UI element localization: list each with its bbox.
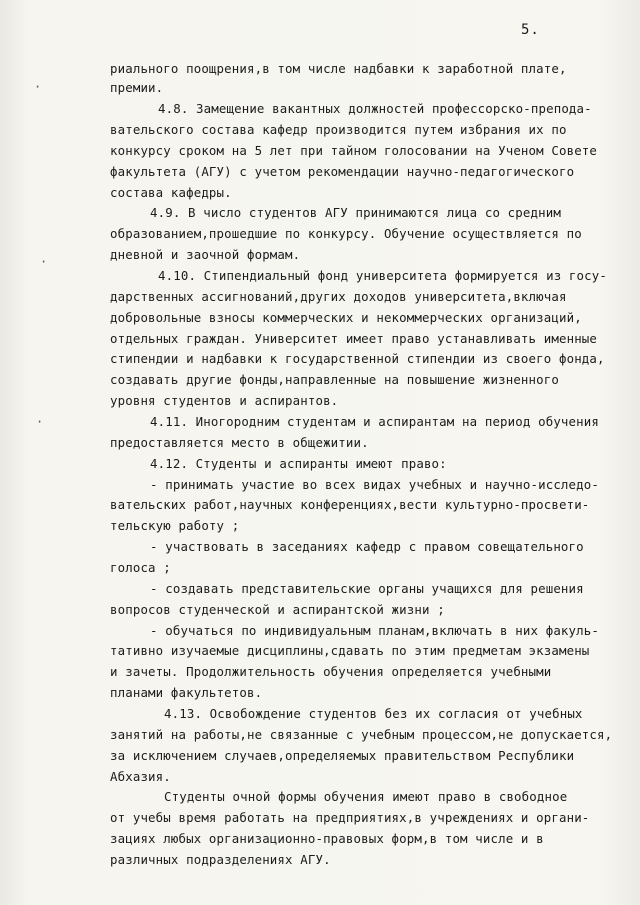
text-line: Студенты очной формы обучения имеют право в свободное: [164, 789, 568, 804]
text-line: занятий на работы,не связанные с учебным процессом,не допускается,: [110, 727, 613, 742]
text-line: 4.12. Студенты и аспиранты имеют право:: [150, 456, 447, 471]
text-line: риального поощрения,в том числе надбавки к заработной плате,: [110, 61, 567, 76]
text-line: Абхазия.: [110, 769, 171, 784]
text-line: - создавать представительские органы учащихся для решения: [150, 581, 584, 596]
text-line: голоса ;: [110, 560, 171, 575]
text-line: состава кафедры.: [110, 185, 232, 200]
text-line: от учебы время работать на предприятиях,в учреждениях и органи-: [110, 810, 590, 825]
text-line: зациях любых организационно-правовых форм,в том числе и в: [110, 831, 544, 846]
text-line: создавать другие фонды,направленные на повышение жизненного: [110, 372, 559, 387]
text-line: - участвовать в заседаниях кафедр с правом совещательного: [150, 539, 584, 554]
text-line: - обучаться по индивидуальным планам,включать в них факуль-: [150, 623, 599, 638]
text-line: отдельных граждан. Университет имеет право устанавливать именные: [110, 331, 598, 346]
text-line: вательского состава кафедр производится путем избрания их по: [110, 122, 567, 137]
text-line: - принимать участие во всех видах учебных и научно-исследо-: [150, 477, 599, 492]
scan-speck: ·: [40, 255, 48, 269]
text-line: 4.10. Стипендиальный фонд университета формируется из госу-: [158, 268, 607, 283]
text-line: и зачеты. Продолжительность обучения определяется учебными: [110, 664, 552, 679]
text-line: дарственных ассигнований,других доходов университета,включая: [110, 289, 567, 304]
page-number: 5.: [521, 22, 540, 38]
scan-speck: ·: [36, 415, 44, 429]
text-line: уровня студентов и аспирантов.: [110, 393, 339, 408]
text-line: предоставляется место в общежитии.: [110, 435, 369, 450]
text-line: 4.8. Замещение вакантных должностей профессорско-препода-: [158, 101, 592, 116]
text-line: тельскую работу ;: [110, 518, 240, 533]
text-line: тативно изучаемые дисциплины,сдавать по этим предметам экзамены: [110, 643, 590, 658]
text-line: планами факультетов.: [110, 685, 263, 700]
text-line: добровольные взносы коммерческих и некоммерческих организаций,: [110, 310, 582, 325]
text-line: дневной и заочной формам.: [110, 247, 301, 262]
text-line: стипендии и надбавки к государственной стипендии из своего фонда,: [110, 351, 605, 366]
text-line: 4.9. В число студентов АГУ принимаются лица со средним: [150, 205, 561, 220]
text-line: вопросов студенческой и аспирантской жизни ;: [110, 602, 445, 617]
text-line: образованием,прошедшие по конкурсу. Обучение осуществляется по: [110, 226, 582, 241]
text-line: 4.13. Освобождение студентов без их согласия от учебных: [164, 706, 583, 721]
text-line: факультета (АГУ) с учетом рекомендации научно-педагогического: [110, 164, 575, 179]
text-line: 4.11. Иногородним студентам и аспирантам на период обучения: [150, 414, 599, 429]
text-line: различных подразделениях АГУ.: [110, 852, 331, 867]
text-line: за исключением случаев,определяемых правительством Республики: [110, 748, 575, 763]
text-line: премии.: [110, 80, 164, 95]
scan-speck: ·: [34, 80, 42, 94]
text-line: конкурсу сроком на 5 лет при тайном голосовании на Ученом Совете: [110, 143, 598, 158]
text-line: вательских работ,научных конференциях,вести культурно-просвети-: [110, 497, 590, 512]
